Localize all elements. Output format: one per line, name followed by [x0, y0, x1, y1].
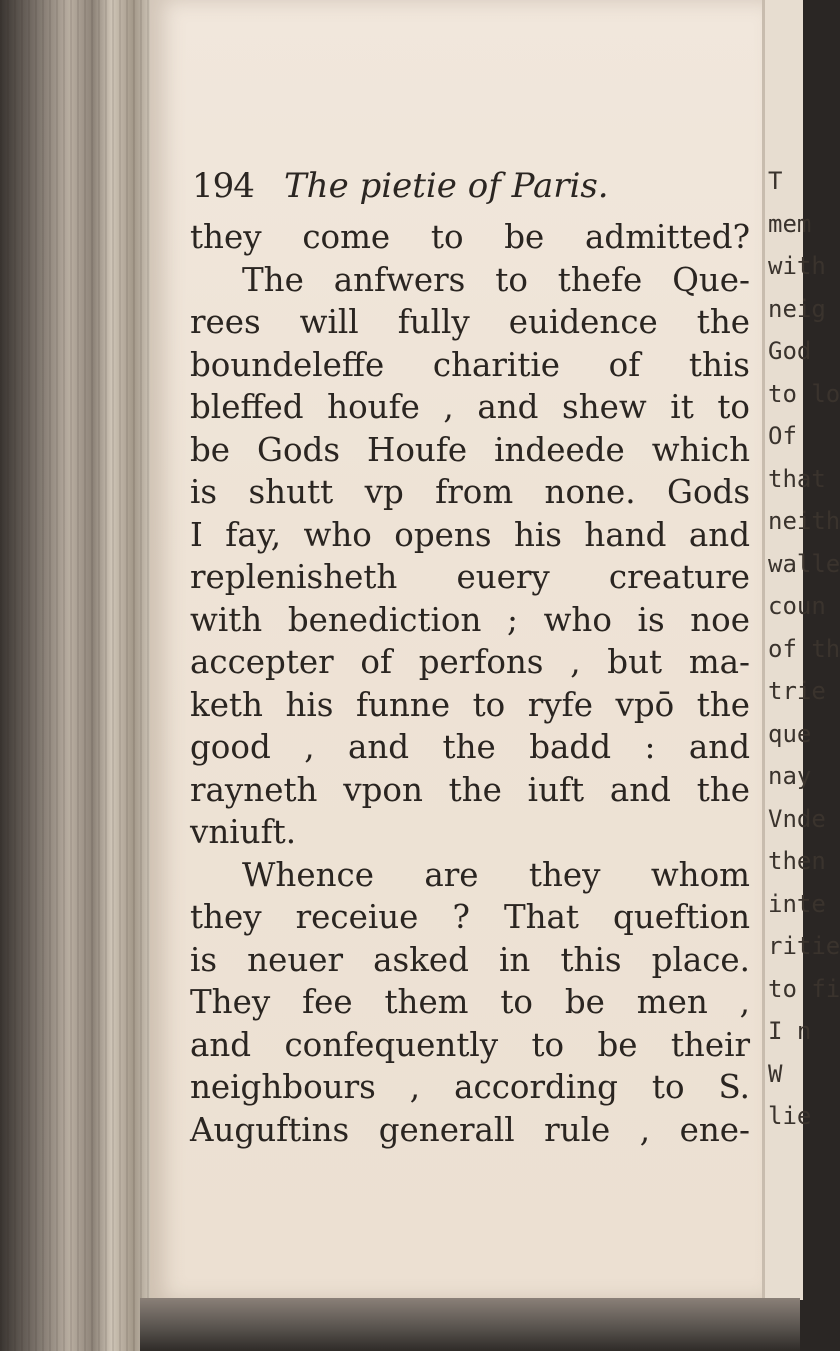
text-line: Whence are they whom	[242, 855, 750, 894]
page-header	[192, 160, 752, 214]
text-line: they come to be admitted?	[190, 218, 750, 256]
facing-fragment: nay	[768, 762, 812, 790]
text-line: rayneth vpon the iuft and the	[190, 770, 750, 809]
facing-fragment: to lo	[768, 379, 840, 408]
facing-fragment: neith	[768, 507, 840, 535]
facing-fragment: W	[768, 1059, 783, 1088]
text-line: keth his funne to ryfe vpō the	[190, 685, 750, 724]
text-line: they receiue ? That queftion	[190, 898, 750, 936]
facing-fragment: with	[768, 252, 826, 280]
facing-fragment: inte	[768, 889, 826, 918]
facing-fragment: walle	[768, 549, 840, 578]
page-bottom-edge	[140, 1298, 800, 1351]
book-gutter	[0, 0, 155, 1351]
facing-fragment: mem	[768, 209, 812, 238]
text-line: They fee them to be men ,	[190, 983, 750, 1021]
text-line: replenisheth euery creature	[190, 558, 750, 596]
text-line: with benediction ; who is noe	[190, 600, 750, 639]
facing-page-text	[768, 160, 840, 1138]
facing-fragment: of th	[768, 634, 840, 663]
facing-fragment: Vnde	[768, 804, 826, 833]
text-line: rees will fully euidence the	[190, 303, 750, 341]
text-line: neighbours , according to S.	[190, 1068, 750, 1106]
text-line: is shutt vp from none. Gods	[190, 473, 750, 511]
facing-fragment: T	[768, 167, 783, 195]
facing-fragment: trie	[768, 677, 826, 705]
text-line: I fay, who opens his hand and	[190, 515, 750, 554]
facing-fragment: neig	[768, 294, 826, 323]
facing-fragment: I n	[768, 1017, 812, 1045]
text-line: good , and the badd : and	[190, 728, 750, 766]
body-text	[190, 216, 750, 1151]
text-line: Auguftins generall rule , ene-	[190, 1110, 750, 1149]
text-line: vniuft.	[190, 813, 297, 851]
text-line: bleffed houfe , and shew it to	[190, 388, 750, 426]
facing-fragment: lie	[768, 1102, 812, 1130]
text-line: boundeleffe charitie of this	[190, 345, 750, 384]
page-number: 194	[192, 166, 254, 206]
facing-fragment: Of	[768, 422, 797, 450]
facing-fragment: to fi	[768, 974, 840, 1003]
text-line: is neuer asked in this place.	[190, 940, 750, 979]
running-title: The pietie of Paris.	[284, 166, 609, 206]
facing-fragment: that	[768, 464, 826, 493]
facing-fragment: then	[768, 847, 826, 875]
text-line: and confequently to be their	[190, 1025, 750, 1064]
facing-fragment: God	[768, 337, 812, 365]
facing-fragment: coun	[768, 592, 826, 620]
facing-fragment: que	[768, 719, 812, 748]
text-line: be Gods Houfe indeede which	[190, 430, 750, 469]
text-line: accepter of perfons , but ma-	[190, 643, 750, 681]
text-line: The anfwers to thefe Que-	[242, 260, 750, 299]
facing-fragment: ritie	[768, 932, 840, 960]
